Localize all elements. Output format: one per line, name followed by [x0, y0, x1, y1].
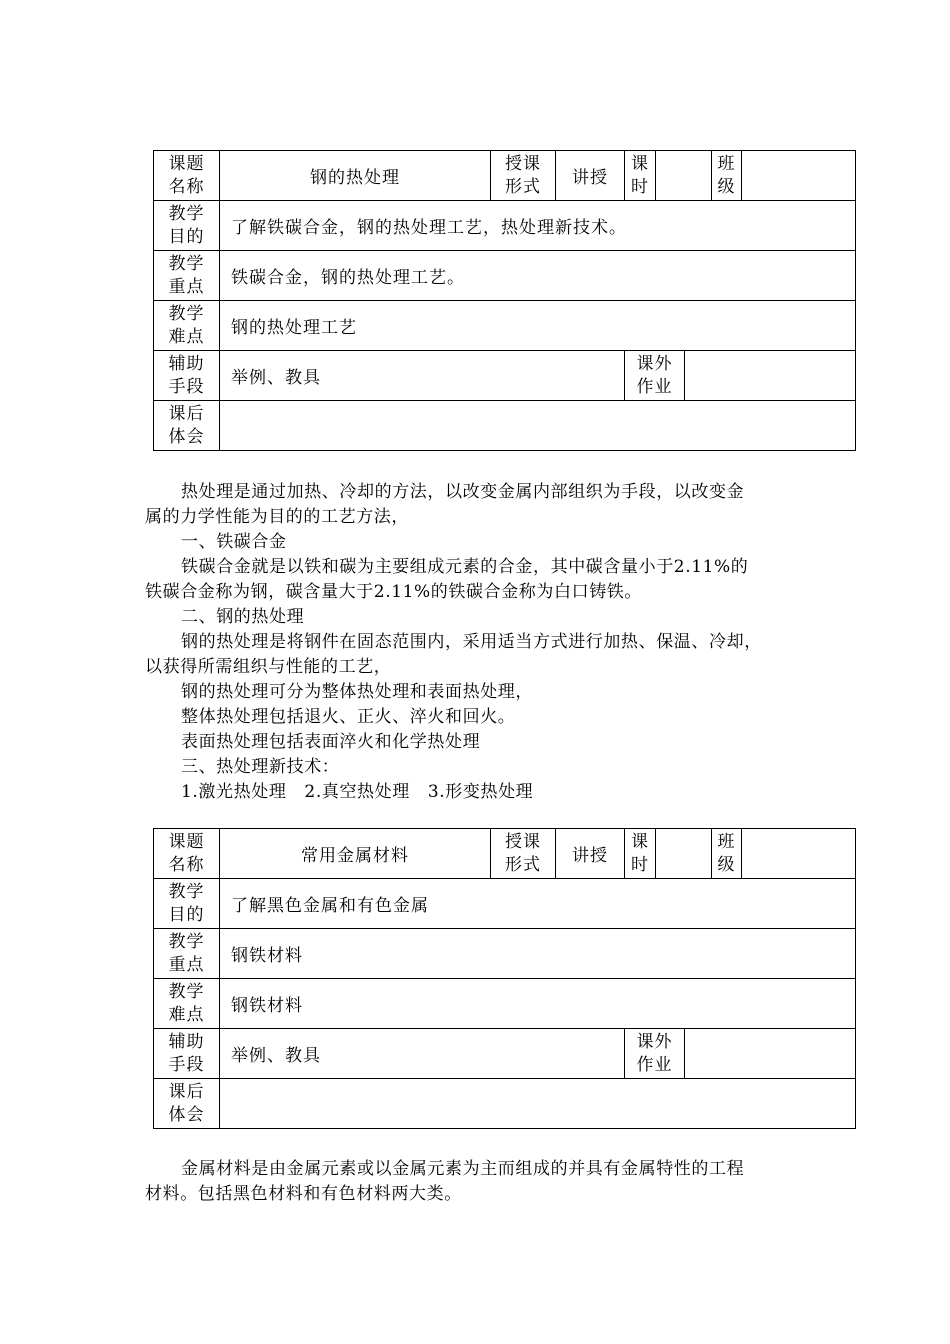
- lesson-body-2: [145, 1157, 817, 1207]
- course-title-value: 钢的热处理: [220, 151, 491, 201]
- teaching-form-label: 授课 形式: [491, 151, 556, 201]
- teaching-aid-value: 举例、教具: [220, 351, 625, 401]
- teaching-difficulty-label: 教学 难点: [154, 301, 220, 351]
- paragraph-line: 钢的热处理可分为整体热处理和表面热处理，: [181, 682, 533, 702]
- class-hours-label: 课 时: [625, 151, 656, 201]
- teaching-key-label: 教学 重点: [154, 929, 220, 979]
- paragraph-line: 铁碳合金称为钢，碳含量大于2.11%的铁碳合金称为白口铸铁。: [145, 582, 643, 602]
- teaching-goal-value: 了解黑色金属和有色金属: [220, 879, 856, 929]
- teaching-goal-value: 了解铁碳合金，钢的热处理工艺，热处理新技术。: [220, 201, 856, 251]
- table-row: [154, 1029, 856, 1079]
- homework-label: 课外 作业: [625, 351, 685, 401]
- paragraph-line: 以获得所需组织与性能的工艺，: [145, 657, 392, 677]
- teaching-form-value: 讲授: [556, 151, 625, 201]
- class-group-label: 班 级: [712, 829, 742, 879]
- homework-value: [685, 351, 856, 401]
- teaching-form-value: 讲授: [556, 829, 625, 879]
- class-group-value: [742, 829, 856, 879]
- paragraph-line: 1.激光热处理 2.真空热处理 3.形变热处理: [181, 782, 534, 802]
- teaching-aid-label: 辅助 手段: [154, 1029, 220, 1079]
- table-row: [154, 1079, 856, 1129]
- paragraph-line: 材料。包括黑色材料和有色材料两大类。: [145, 1184, 462, 1204]
- table-row: [154, 879, 856, 929]
- homework-label: 课外 作业: [625, 1029, 685, 1079]
- teaching-key-label: 教学 重点: [154, 251, 220, 301]
- teaching-aid-label: 辅助 手段: [154, 351, 220, 401]
- paragraph-line: 热处理是通过加热、冷却的方法，以改变金属内部组织为手段，以改变金: [181, 482, 745, 502]
- table-row: [154, 351, 856, 401]
- course-title-label: 课题 名称: [154, 151, 220, 201]
- teaching-difficulty-value: 钢的热处理工艺: [220, 301, 856, 351]
- paragraph-line: 表面热处理包括表面淬火和化学热处理: [181, 732, 481, 752]
- teaching-form-label: 授课 形式: [491, 829, 556, 879]
- class-hours-value: [656, 151, 712, 201]
- paragraph-line: 整体热处理包括退火、正火、淬火和回火。: [181, 707, 516, 727]
- paragraph-line: 金属材料是由金属元素或以金属元素为主而组成的并具有金属特性的工程: [181, 1159, 745, 1179]
- teaching-goal-label: 教学 目的: [154, 879, 220, 929]
- table-row: [154, 829, 856, 879]
- teaching-goal-label: 教学 目的: [154, 201, 220, 251]
- teaching-key-value: 钢铁材料: [220, 929, 856, 979]
- class-hours-value: [656, 829, 712, 879]
- table-row: [154, 251, 856, 301]
- paragraph-line: 铁碳合金就是以铁和碳为主要组成元素的合金，其中碳含量小于2.11%的: [181, 557, 749, 577]
- lesson-plan-table-2: [153, 828, 856, 1129]
- table-row: [154, 301, 856, 351]
- teaching-key-value: 铁碳合金，钢的热处理工艺。: [220, 251, 856, 301]
- teaching-difficulty-label: 教学 难点: [154, 979, 220, 1029]
- table-row: [154, 979, 856, 1029]
- class-hours-label: 课 时: [625, 829, 656, 879]
- table-row: [154, 151, 856, 201]
- table-row: [154, 401, 856, 451]
- class-group-value: [742, 151, 856, 201]
- lesson-body-1: [145, 480, 817, 805]
- table-row: [154, 201, 856, 251]
- homework-value: [685, 1029, 856, 1079]
- teaching-aid-value: 举例、教具: [220, 1029, 625, 1079]
- section-heading: 二、钢的热处理: [181, 607, 305, 627]
- class-group-label: 班 级: [712, 151, 742, 201]
- section-heading: 一、铁碳合金: [181, 532, 287, 552]
- section-heading: 三、热处理新技术：: [181, 757, 340, 777]
- reflection-value: [220, 401, 856, 451]
- course-title-value: 常用金属材料: [220, 829, 491, 879]
- reflection-value: [220, 1079, 856, 1129]
- course-title-label: 课题 名称: [154, 829, 220, 879]
- paragraph-line: 钢的热处理是将钢件在固态范围内，采用适当方式进行加热、保温、冷却，: [181, 632, 762, 652]
- teaching-difficulty-value: 钢铁材料: [220, 979, 856, 1029]
- reflection-label: 课后 体会: [154, 401, 220, 451]
- table-row: [154, 929, 856, 979]
- lesson-plan-table-1: [153, 150, 856, 451]
- reflection-label: 课后 体会: [154, 1079, 220, 1129]
- paragraph-line: 属的力学性能为目的的工艺方法，: [145, 507, 409, 527]
